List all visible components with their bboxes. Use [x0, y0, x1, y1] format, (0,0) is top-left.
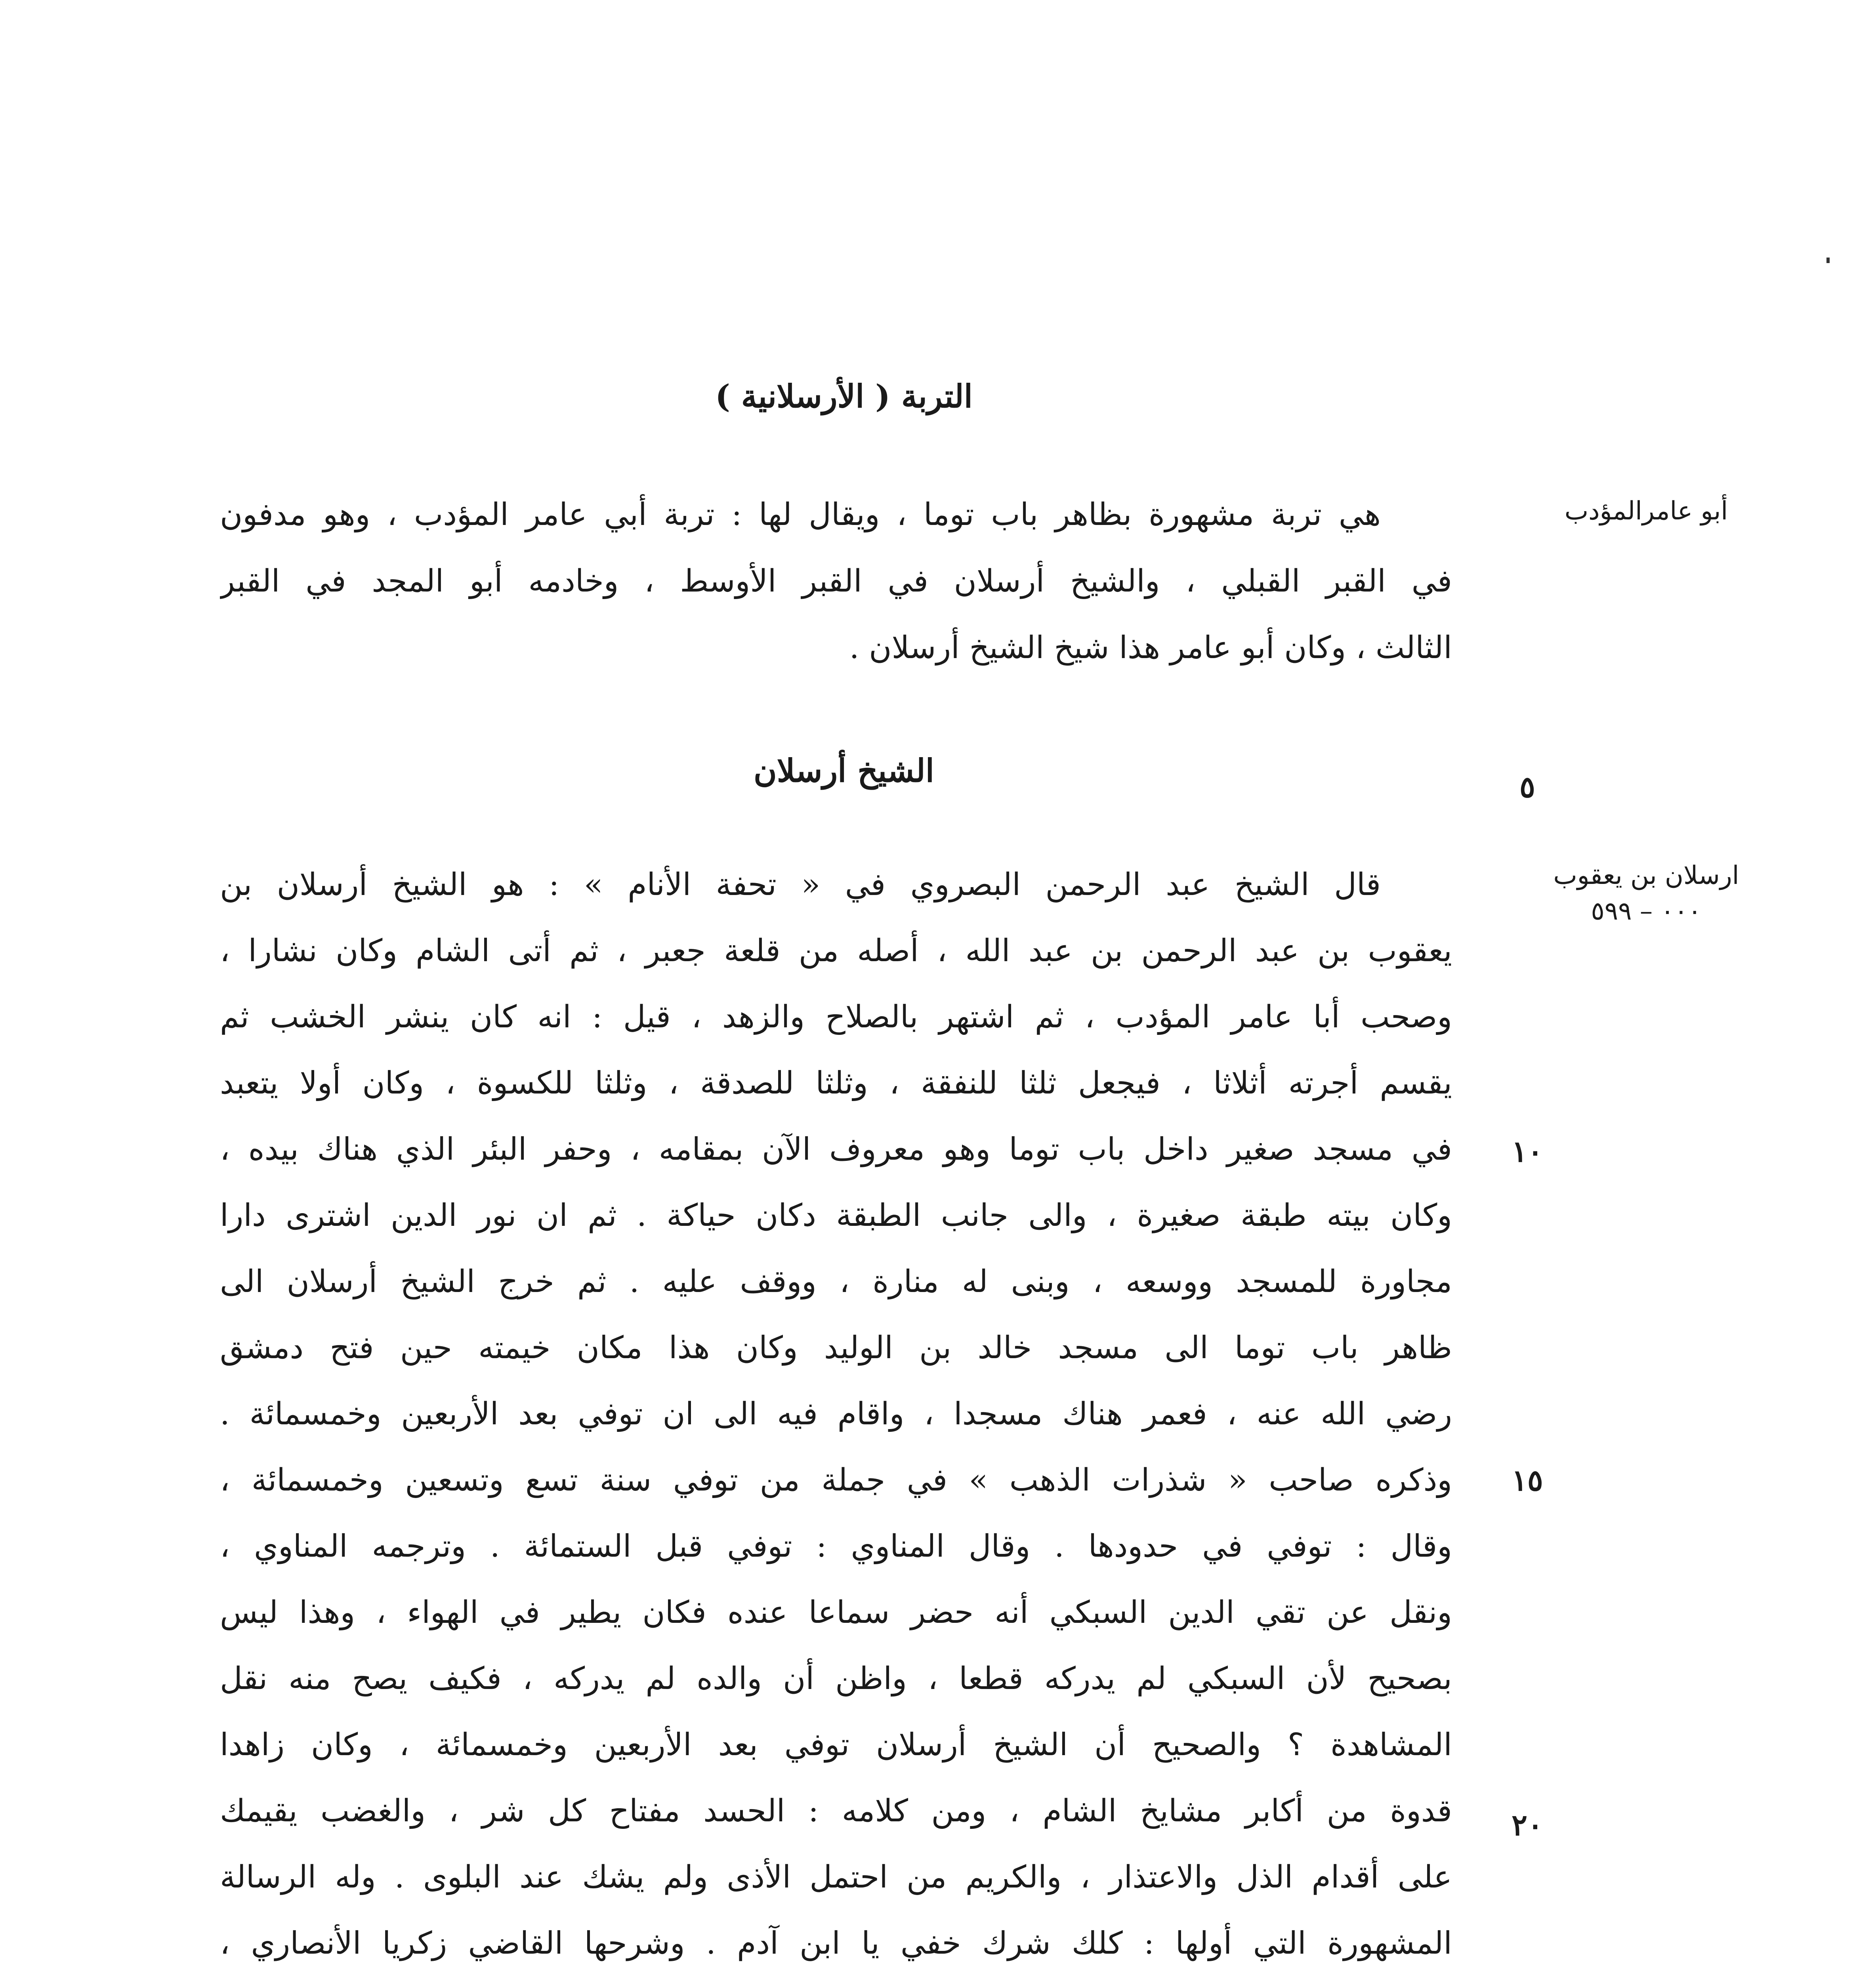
- text-line: وصحب أبا عامر المؤدب ، ثم اشتهر بالصلاح والزهد ، قيل : انه كان ينشر الخشب ثم: [220, 999, 1452, 1035]
- line-number: ١٠: [1511, 1135, 1543, 1169]
- line-number: ١٥: [1511, 1464, 1543, 1498]
- margin-note-name: ارسلان بن يعقوب: [1553, 861, 1739, 890]
- text-line: المشهورة التي أولها : كلك شرك خفي يا ابن آدم . وشرحها القاضي زكريا الأنصاري ،: [220, 1926, 1452, 1961]
- text-line: قال الشيخ عبد الرحمن البصروي في « تحفة الأنام » : هو الشيخ أرسلان بن: [220, 867, 1381, 903]
- text-line: في مسجد صغير داخل باب توما وهو معروف الآن بمقامه ، وحفر البئر الذي هناك بيده ،: [220, 1132, 1452, 1167]
- text-line: بصحيح لأن السبكي لم يدركه قطعا ، واظن أن والده لم يدركه ، فكيف يصح منه نقل: [220, 1661, 1452, 1697]
- line-number: ٢٠: [1511, 1808, 1543, 1842]
- margin-note-abu-amir: أبو عامرالمؤدب: [1564, 496, 1728, 526]
- text-line: ظاهر باب توما الى مسجد خالد بن الوليد وكان هذا مكان خيمته حين فتح دمشق: [220, 1330, 1452, 1366]
- text-line: وكان بيته طبقة صغيرة ، والى جانب الطبقة دكان حياكة . ثم ان نور الدين اشترى دارا: [220, 1198, 1452, 1233]
- line-number: ٥: [1519, 770, 1535, 804]
- text-line: رضي الله عنه ، فعمر هناك مسجدا ، واقام فيه الى ان توفي بعد الأربعين وخمسمائة .: [220, 1396, 1452, 1432]
- paragraph-tomb-description: [220, 481, 1452, 681]
- section-title-tomb: التربة ( الأرسلانية ): [715, 378, 973, 415]
- text-line: المشاهدة ؟ والصحيح أن الشيخ أرسلان توفي بعد الأربعين وخمسمائة ، وكان زاهدا: [220, 1727, 1452, 1763]
- margin-note-arslan-dates: [1551, 858, 1741, 929]
- paragraph-arslan-biography: [220, 852, 1452, 1981]
- text-line: مجاورة للمسجد ووسعه ، وبنى له منارة ، ووقف عليه . ثم خرج الشيخ أرسلان الى: [220, 1264, 1452, 1300]
- text-line: هي تربة مشهورة بظاهر باب توما ، ويقال لها : تربة أبي عامر المؤدب ، وهو مدفون: [220, 497, 1381, 532]
- text-line: على أقدام الذل والاعتذار ، والكريم من احتمل الأذى ولم يشك عند البلوى . وله الرسالة: [220, 1859, 1452, 1895]
- text-line: يقسم أجرته أثلاثا ، فيجعل ثلثا للنفقة ، وثلثا للصدقة ، وثلثا للكسوة ، وكان أولا يتعبد: [220, 1065, 1452, 1101]
- text-line: يعقوب بن عبد الرحمن بن عبد الله ، أصله من قلعة جعبر ، ثم أتى الشام وكان نشارا ،: [220, 933, 1452, 969]
- text-line: الثالث ، وكان أبو عامر هذا شيخ الشيخ أرسلان .: [849, 630, 1452, 666]
- margin-note-years: ٠٠٠ – ٥٩٩: [1591, 897, 1702, 926]
- text-line: وقال : توفي في حدودها . وقال المناوي : توفي قبل الستمائة . وترجمه المناوي ،: [220, 1529, 1452, 1564]
- text-line: في القبر القبلي ، والشيخ أرسلان في القبر الأوسط ، وخادمه أبو المجد في القبر: [220, 563, 1452, 599]
- text-line: [220, 1977, 1452, 1981]
- text-line: قدوة من أكابر مشايخ الشام ، ومن كلامه : الحسد مفتاح كل شر ، والغضب يقيمك: [220, 1793, 1452, 1829]
- text-line: وذكره صاحب « شذرات الذهب » في جملة من توفي سنة تسع وتسعين وخمسمائة ،: [220, 1462, 1452, 1498]
- ink-speck: [1826, 258, 1830, 263]
- text-line: ونقل عن تقي الدين السبكي أنه حضر سماعا عنده فكان يطير في الهواء ، وهذا ليس: [220, 1595, 1452, 1630]
- section-title-sheikh-arslan: الشيخ أرسلان: [754, 752, 934, 789]
